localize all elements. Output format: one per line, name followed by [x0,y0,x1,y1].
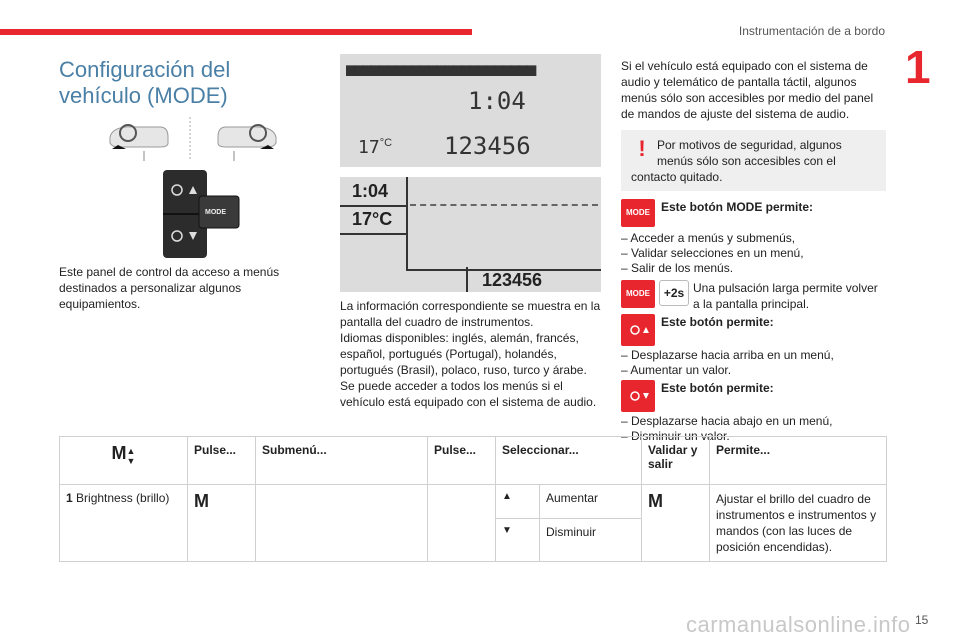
m-icon: M [648,491,663,511]
up-heading: Este botón permite: [661,315,774,329]
lcd-time: 1:04 [468,87,526,115]
list-item: – Salir de los menús. [621,261,734,275]
info-paragraph-3: Se puede acceder a todos los menús si el vehículo está equipado con el sistema de audio. [340,379,597,409]
table-header-row [60,437,887,485]
col-header: Seleccionar... [496,437,642,485]
list-item: – Disminuir un valor. [621,429,730,443]
mode-button-icon: MODE [621,280,655,308]
table-head-icon-cell: M▲ ▼ [60,437,188,485]
m-icon: M [111,443,127,463]
display-odometer: 123456 [482,270,543,290]
display-info-text [340,298,605,410]
list-item: – Desplazarse hacia arriba en un menú, [621,348,834,362]
row-name: Brightness (brillo) [76,491,170,505]
decrease-label: Disminuir [540,518,642,561]
touchscreen-paragraph: Si el vehículo está equipado con el sistema de audio y telemático de pantalla táctil, algunos menús sólo son accesibles por medio del panel de mandos de ajuste del sistema de audio. [621,59,874,121]
down-arrow-icon: ▼ [496,518,540,561]
lcd-temperature-unit: °C [379,137,393,149]
up-function-list [621,348,886,378]
display-time: 1:04 [352,181,389,201]
press-cell-2 [428,485,496,562]
list-item: – Aumentar un valor. [621,363,732,377]
settings-table [59,436,887,562]
press-cell [188,485,256,562]
intro-paragraph: Este panel de control da acceso a menús destinados a personalizar algunos equipamientos. [59,265,280,311]
col-header: Pulse... [188,437,256,485]
validate-cell [642,485,710,562]
digital-display [340,177,601,292]
steering-stalks-illustration [108,115,278,163]
right-column [621,58,886,444]
page-number: 15 [915,613,929,627]
safety-warning-box [621,130,886,191]
info-paragraph-1: La información correspondiente se muestra en la pantalla del cuadro de instrumentos. [340,299,601,329]
submenu-cell [256,485,428,562]
list-item: – Validar selecciones en un menú, [621,246,804,260]
submenu-name-cell [60,485,188,562]
row-number: 1 [66,491,73,505]
col-header: Permite... [710,437,887,485]
mode-button-icon: MODE [621,199,655,227]
long-press-text: Una pulsación larga permite volver a la pantalla principal. [693,281,878,311]
col-header: Submenú... [256,437,428,485]
warning-text: Por motivos de seguridad, algunos menús sólo son accesibles con el contacto quitado. [631,138,842,184]
mode-heading: Este botón MODE permite: [661,200,814,214]
page-title: Configuración del vehículo (MODE) [59,57,231,108]
lcd-segment-row: ▆▆▆▆▆▆▆▆▆▆▆▆▆▆▆▆▆▆▆▆▆▆▆ [346,62,536,76]
list-item: – Acceder a menús y submenús, [621,231,796,245]
section-title: Instrumentación de a bordo [738,24,885,38]
table-row [60,485,887,519]
watermark-url: carmanualsonline.info [686,612,911,637]
increase-label: Aumentar [540,485,642,519]
list-item: – Desplazarse hacia abajo en un menú, [621,414,833,428]
lcd-display-segment [340,54,601,167]
col-header: Validar y salir [642,437,710,485]
light-up-button-icon [621,314,655,346]
col-header: Pulse... [428,437,496,485]
lcd-odometer: 123456 [444,132,531,160]
display-temperature: 17°C [352,209,393,229]
mode-control-panel [163,170,241,258]
m-icon: M [194,491,209,511]
allows-cell: Ajustar el brillo del cuadro de instrumentos e instrumentos y mandos (con las luces de posición encendidas). [710,485,887,562]
chapter-number: 1 [905,41,931,93]
info-paragraph-2: Idiomas disponibles: inglés, alemán, francés, español, portugués (Portugal), holandés, portugués (Brasil), polaco, ruso, turco y árabe. [340,331,587,377]
down-heading: Este botón permite: [661,381,774,395]
up-arrow-icon: ▲ [496,485,540,519]
header-accent-bar [0,29,472,35]
mode-function-list [621,231,886,276]
mode-button-label: MODE [205,209,226,216]
light-down-button-icon [621,380,655,412]
lcd-temperature: 17 [358,137,380,158]
exclamation-icon: ! [638,136,646,161]
long-press-icon: +2s [659,280,689,306]
